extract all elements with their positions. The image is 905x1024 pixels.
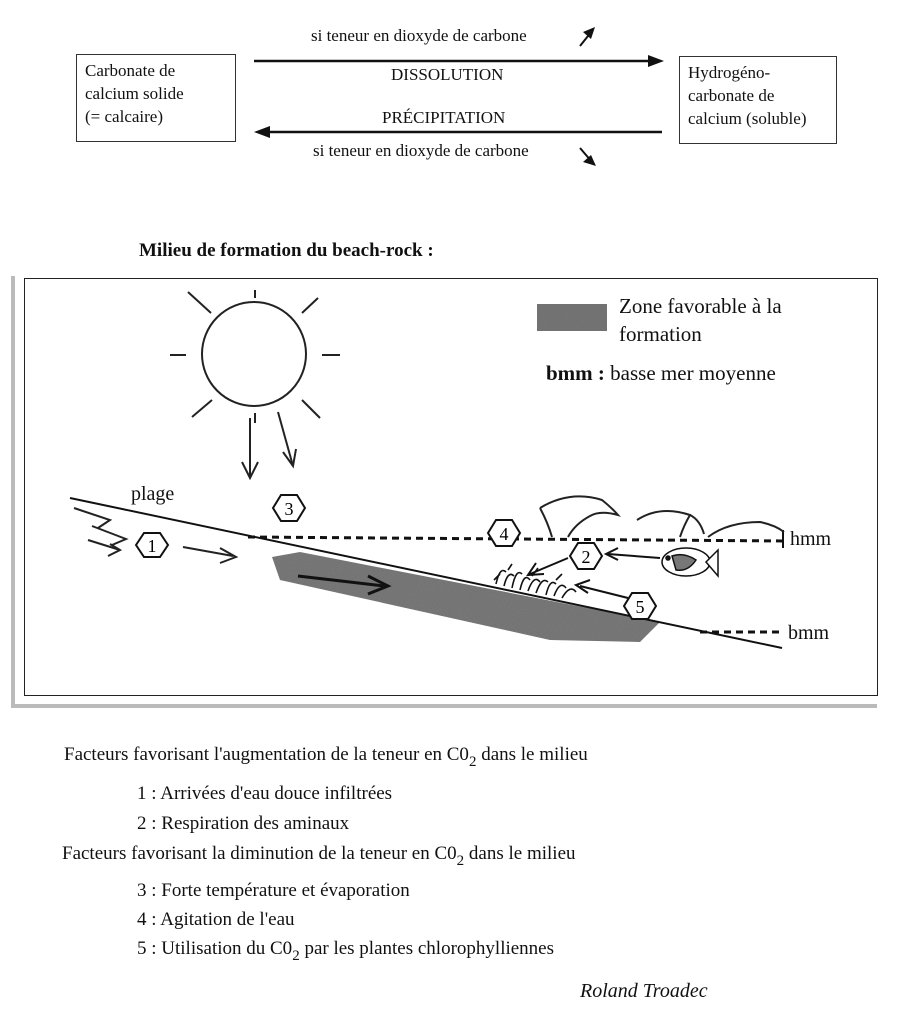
factor-5-suffix: par les plantes chlorophylliennes	[299, 938, 555, 959]
marker-2-label: 2	[581, 547, 591, 567]
reactant-line-2: calcium solide	[85, 84, 184, 103]
factor-3: 3 : Forte température et évaporation	[137, 880, 410, 901]
legend-bmm-abbr: bmm :	[546, 361, 605, 385]
product-line-1: Hydrogéno-	[688, 63, 771, 82]
sun-icon	[170, 290, 340, 423]
reactant-line-3: (= calcaire)	[85, 107, 163, 126]
beach-rock-zone	[272, 552, 660, 642]
marker-3	[273, 495, 305, 521]
marker-4-label: 4	[499, 524, 509, 544]
factor-4: 4 : Agitation de l'eau	[137, 909, 295, 930]
product-line-3: calcium (soluble)	[688, 109, 807, 128]
decrease-heading-text: Facteurs favorisant la diminution de la teneur en C0	[62, 843, 457, 864]
sunlight-arrows	[242, 412, 296, 478]
marker-2	[570, 543, 602, 569]
legend-bmm	[546, 361, 776, 386]
decrease-heading-suffix: dans le milieu	[464, 843, 576, 864]
marker-5-label: 5	[635, 597, 645, 617]
legend-zone-line-2: formation	[619, 322, 702, 346]
diagram-title: Milieu de formation du beach-rock :	[139, 240, 434, 261]
marker-1-label: 1	[147, 536, 157, 556]
hmm-label: hmm	[790, 528, 832, 550]
increase-heading-suffix: dans le milieu	[476, 744, 588, 765]
plage-label: plage	[131, 483, 175, 505]
bmm-label: bmm	[788, 622, 830, 644]
marker-3-label: 3	[284, 499, 294, 519]
co2-subscript: 2	[292, 948, 300, 964]
dissolution-label: DISSOLUTION	[391, 65, 504, 84]
reactant-line-1: Carbonate de	[85, 61, 176, 80]
legend-bmm-text: basse mer moyenne	[610, 361, 776, 385]
factor-2: 2 : Respiration des aminaux	[137, 813, 350, 834]
marker-5	[624, 593, 656, 619]
co2-subscript: 2	[468, 754, 477, 770]
legend-zone-line-1: Zone favorable à la	[619, 294, 782, 318]
increase-heading-text: Facteurs favorisant l'augmentation de la teneur en C0	[64, 744, 469, 765]
waves-icon	[540, 496, 784, 537]
fish-icon	[662, 548, 718, 576]
zone-swatch	[537, 304, 607, 331]
bottom-condition-text: si teneur en dioxyde de carbone	[313, 141, 529, 160]
marker-1	[136, 533, 168, 557]
increase-heading	[64, 744, 588, 770]
factor-5-text: 5 : Utilisation du C0	[137, 938, 293, 959]
co2-subscript: 2	[456, 853, 465, 869]
precipitation-label: PRÉCIPITATION	[382, 108, 506, 127]
product-line-2: carbonate de	[688, 86, 775, 105]
marker-4	[488, 520, 520, 546]
author-signature: Roland Troadec	[580, 980, 708, 1002]
factor-5	[137, 938, 555, 964]
factor-1: 1 : Arrivées d'eau douce infiltrées	[137, 783, 393, 804]
top-condition-text: si teneur en dioxyde de carbone	[311, 26, 527, 45]
decrease-heading	[62, 843, 576, 869]
